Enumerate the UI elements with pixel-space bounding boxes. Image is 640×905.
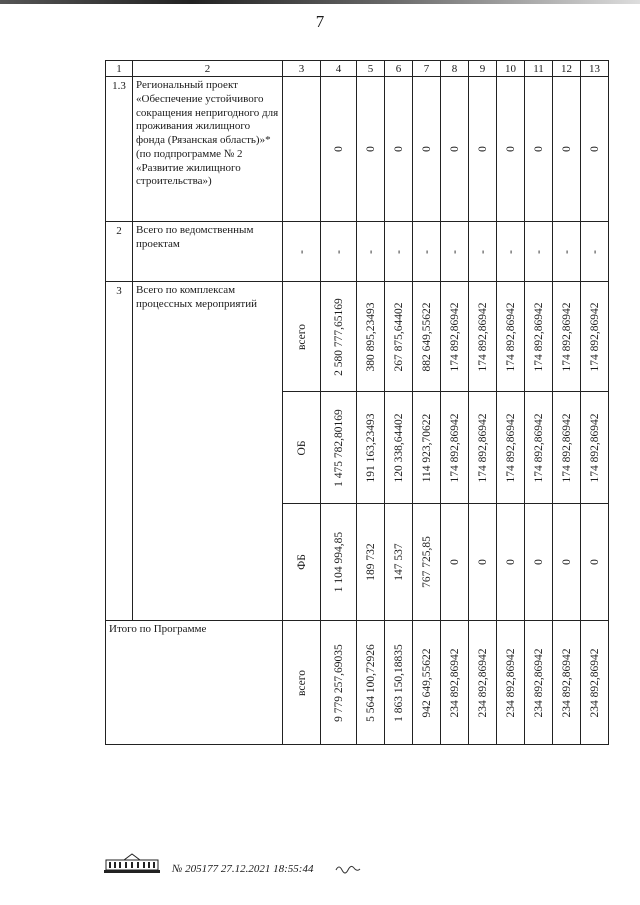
value-cell: 147 537 [385, 504, 413, 621]
value-cell: 267 875,64402 [385, 282, 413, 392]
value-cell: 189 732 [357, 504, 385, 621]
value-cell: 234 892,86942 [441, 621, 469, 745]
value-cell: 0 [321, 77, 357, 222]
source-cell [283, 77, 321, 222]
value-cell: 0 [525, 77, 553, 222]
registration-stamp [172, 863, 313, 875]
column-header-10: 10 [497, 61, 525, 77]
value-cell: 0 [469, 504, 497, 621]
value-cell: 0 [441, 504, 469, 621]
value-cell: 191 163,23493 [357, 392, 385, 504]
building-logo [104, 853, 160, 873]
row-name: Всего по комплексам процессных мероприятий [133, 282, 283, 621]
column-header-1: 1 [106, 61, 133, 77]
row-complexes-total [106, 282, 609, 392]
value-cell: 234 892,86942 [497, 621, 525, 745]
value-cell: 0 [525, 504, 553, 621]
value-cell: 234 892,86942 [553, 621, 581, 745]
value-cell: 174 892,86942 [441, 282, 469, 392]
value-cell: 1 863 150,18835 [385, 621, 413, 745]
source-cell: - [283, 222, 321, 282]
value-cell: 234 892,86942 [581, 621, 609, 745]
row-regional-project [106, 77, 609, 222]
value-cell: 174 892,86942 [497, 392, 525, 504]
source-cell: ОБ [283, 392, 321, 504]
column-header-3: 3 [283, 61, 321, 77]
page-number: 7 [315, 12, 325, 31]
value-cell: 5 564 100,72926 [357, 621, 385, 745]
column-header-11: 11 [525, 61, 553, 77]
row-number: 1.3 [106, 77, 133, 222]
value-cell: 174 892,86942 [553, 282, 581, 392]
row-number: 2 [106, 222, 133, 282]
value-cell: - [469, 222, 497, 282]
value-cell: 0 [497, 77, 525, 222]
value-cell: - [525, 222, 553, 282]
value-cell: 0 [581, 77, 609, 222]
value-cell: 9 779 257,69035 [321, 621, 357, 745]
value-cell: - [553, 222, 581, 282]
value-cell: 2 580 777,65169 [321, 282, 357, 392]
value-cell: - [497, 222, 525, 282]
value-cell: 174 892,86942 [469, 282, 497, 392]
value-cell: - [581, 222, 609, 282]
value-cell: 174 892,86942 [497, 282, 525, 392]
column-header-12: 12 [553, 61, 581, 77]
row-name: Всего по ведомственным проектам [133, 222, 283, 282]
value-cell: - [385, 222, 413, 282]
source-cell: всего [283, 621, 321, 745]
value-cell: - [321, 222, 357, 282]
scan-edge [0, 0, 640, 4]
value-cell: 0 [385, 77, 413, 222]
value-cell: 1 475 782,80169 [321, 392, 357, 504]
value-cell: 0 [469, 77, 497, 222]
source-cell: всего [283, 282, 321, 392]
value-cell: 174 892,86942 [441, 392, 469, 504]
column-header-8: 8 [441, 61, 469, 77]
column-header-7: 7 [413, 61, 441, 77]
value-cell: 0 [553, 504, 581, 621]
value-cell: 0 [441, 77, 469, 222]
value-cell: 174 892,86942 [469, 392, 497, 504]
value-cell: 174 892,86942 [553, 392, 581, 504]
source-cell: ФБ [283, 504, 321, 621]
value-cell: 767 725,85 [413, 504, 441, 621]
value-cell: 0 [581, 504, 609, 621]
header-row [106, 61, 609, 77]
value-cell: 174 892,86942 [525, 282, 553, 392]
row-departmental [106, 222, 609, 282]
value-cell: 0 [357, 77, 385, 222]
value-cell: 0 [413, 77, 441, 222]
stamp-text: 205177 27.12.2021 18:55:44 [185, 863, 314, 875]
value-cell: 942 649,55622 [413, 621, 441, 745]
handwritten-mark [335, 862, 365, 874]
value-cell: 234 892,86942 [525, 621, 553, 745]
value-cell: 174 892,86942 [581, 392, 609, 504]
program-finance-table [105, 60, 609, 745]
value-cell: 1 104 994,85 [321, 504, 357, 621]
value-cell: 380 895,23493 [357, 282, 385, 392]
column-header-2: 2 [133, 61, 283, 77]
stamp-prefix: № [172, 863, 183, 875]
column-header-6: 6 [385, 61, 413, 77]
row-program-total [106, 621, 609, 745]
value-cell: 234 892,86942 [469, 621, 497, 745]
column-header-5: 5 [357, 61, 385, 77]
value-cell: 0 [553, 77, 581, 222]
value-cell: 174 892,86942 [525, 392, 553, 504]
value-cell: - [441, 222, 469, 282]
value-cell: 120 338,64402 [385, 392, 413, 504]
value-cell: 0 [497, 504, 525, 621]
value-cell: 882 649,55622 [413, 282, 441, 392]
row-name: Региональный проект «Обеспечение устойчивого сокращения непригодного для проживания жилищного фонда (Рязанская область)»* (по подпрограмме № 2 «Развитие жилищного строительства») [133, 77, 283, 222]
column-header-9: 9 [469, 61, 497, 77]
value-cell: - [357, 222, 385, 282]
value-cell: 114 923,70622 [413, 392, 441, 504]
row-number: 3 [106, 282, 133, 621]
row-name: Итого по Программе [106, 621, 283, 745]
column-header-13: 13 [581, 61, 609, 77]
value-cell: 174 892,86942 [581, 282, 609, 392]
value-cell: - [413, 222, 441, 282]
column-header-4: 4 [321, 61, 357, 77]
